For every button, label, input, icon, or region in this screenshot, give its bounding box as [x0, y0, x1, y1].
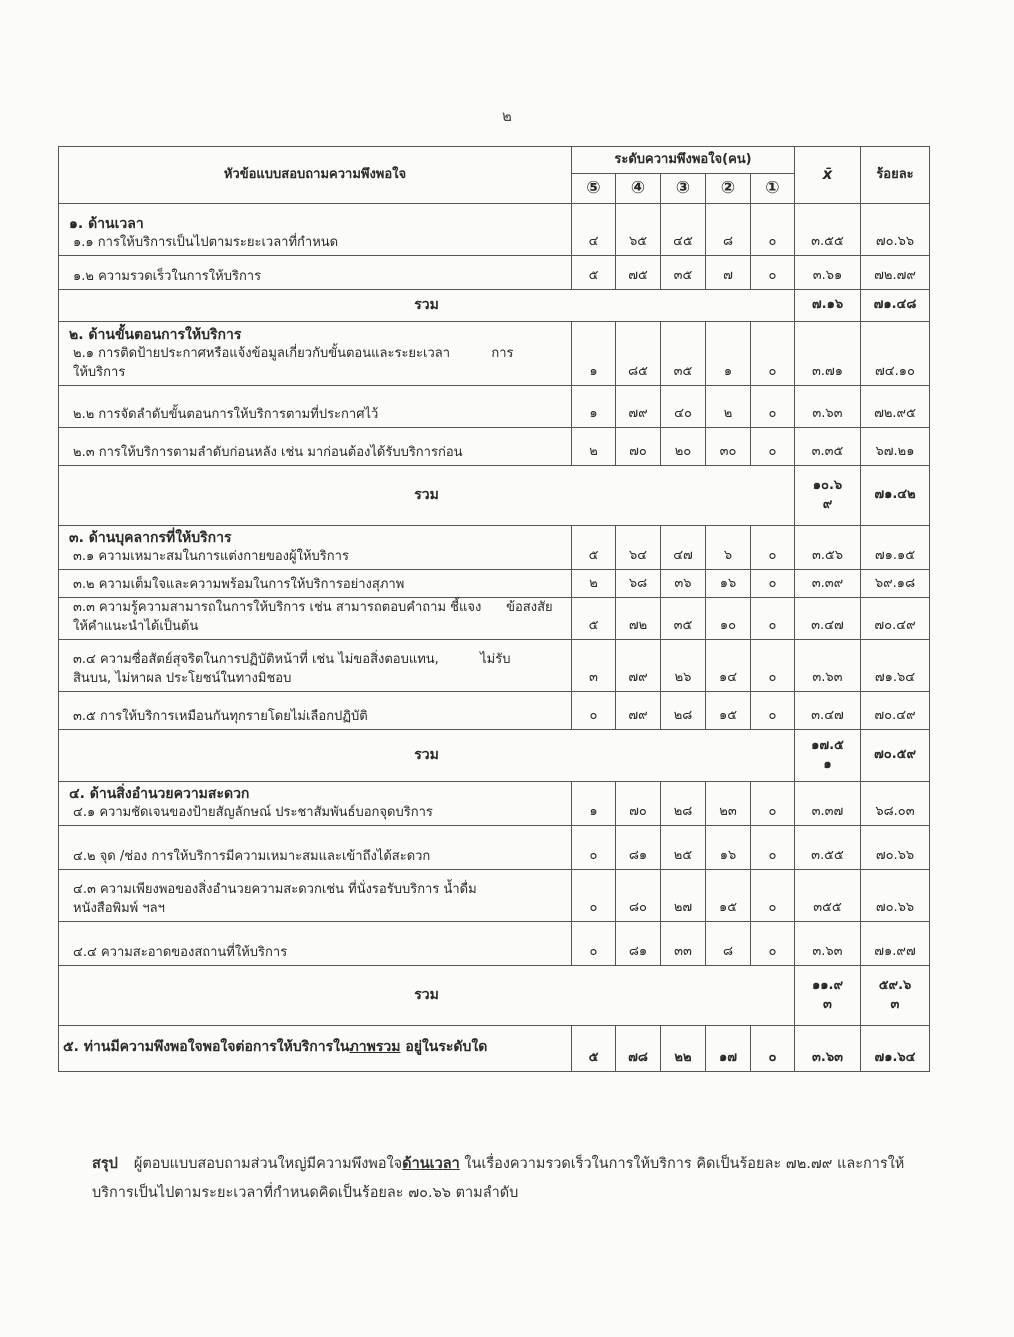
- table-row: [59, 692, 930, 730]
- count-level-4: ๗๐: [616, 782, 661, 826]
- count-level-2: ๑๐: [706, 598, 751, 640]
- level-5-header: ⑤: [572, 174, 616, 204]
- percent-value: ๖๘.๐๓: [861, 782, 930, 826]
- item-label: ๓.๓ ความรู้ความสามารถในการให้บริการ เช่น สามารถตอบคำถาม ชี้แจง ข้อสงสัย: [73, 600, 553, 616]
- item-label: ๑.๒ ความรวดเร็วในการให้บริการ: [73, 269, 262, 285]
- overall-label-emphasis: ภาพรวม: [349, 1039, 401, 1056]
- total-label: รวม: [59, 966, 795, 1026]
- count-level-2: ๖: [706, 526, 751, 570]
- item-label: ๔.๒ จุด /ช่อง การให้บริการมีความเหมาะสมและเข้าถึงได้สะดวก: [73, 849, 431, 865]
- item-label-cont: ให้คำแนะนำได้เป็นต้น: [73, 619, 199, 635]
- count-level-4: ๘๐: [616, 870, 661, 922]
- percent-value: ๗๑.๑๕: [861, 526, 930, 570]
- count-level-2: ๑๕: [706, 692, 751, 730]
- overall-percent: ๗๑.๖๔: [861, 1026, 930, 1072]
- section-total-row: [59, 466, 930, 526]
- table-row: [59, 870, 930, 922]
- table-row: [59, 322, 930, 386]
- count-level-4: ๘๑: [616, 922, 661, 966]
- count-level-3: ๒๕: [661, 826, 706, 870]
- count-level-3: ๔๕: [661, 204, 706, 256]
- count-level-3: ๒๖: [661, 640, 706, 692]
- total-mean-line-1: ๗.๑๖: [811, 297, 844, 313]
- count-level-2: ๑๖: [706, 570, 751, 598]
- total-percent: [861, 466, 930, 526]
- count-level-5: ๐: [572, 870, 616, 922]
- percent-value: ๖๗.๒๑: [861, 428, 930, 466]
- total-mean: [795, 466, 861, 526]
- count-level-2: ๑: [706, 322, 751, 386]
- item-label: ๔.๔ ความสะอาดของสถานที่ให้บริการ: [73, 945, 288, 961]
- count-level-5: ๑: [572, 322, 616, 386]
- overall-row: [59, 1026, 930, 1072]
- count-level-4: ๘๑: [616, 826, 661, 870]
- count-level-1: ๐: [751, 256, 795, 290]
- count-level-4: ๗๙: [616, 386, 661, 428]
- table-row: [59, 526, 930, 570]
- summary-label: สรุป: [92, 1156, 118, 1172]
- count-level-5: ๕: [572, 526, 616, 570]
- count-level-2: ๒๓: [706, 782, 751, 826]
- percent-value: ๗๐.๖๖: [861, 870, 930, 922]
- item-label: ๔.๑ ความชัดเจนของป้ายสัญลักษณ์ ประชาสัมพันธ์บอกจุดบริการ: [73, 805, 433, 821]
- section-title: ๒. ด้านขั้นตอนการให้บริการ: [69, 327, 242, 344]
- count-level-5: ๒: [572, 570, 616, 598]
- section-total-row: [59, 290, 930, 322]
- item-label-cell: [59, 870, 572, 922]
- item-label: ๓.๕ การให้บริการเหมือนกันทุกรายโดยไม่เลือกปฏิบัติ: [73, 709, 368, 725]
- overall-label-suffix: อยู่ในระดับใด: [400, 1039, 488, 1056]
- count-level-5: ๔: [572, 204, 616, 256]
- overall-mean: ๓.๖๓: [795, 1026, 861, 1072]
- overall-count-level-1: ๐: [751, 1026, 795, 1072]
- percent-header: ร้อยละ: [861, 147, 930, 204]
- total-mean-line-1: ๑๐.๖: [812, 477, 843, 493]
- count-level-1: ๐: [751, 570, 795, 598]
- item-label-cell: [59, 256, 572, 290]
- section-title: ๔. ด้านสิ่งอำนวยความสะดวก: [69, 785, 250, 802]
- count-level-4: ๗๙: [616, 640, 661, 692]
- item-label-cell: [59, 782, 572, 826]
- summary-text-2: ในเรื่องความรวดเร็วในการให้บริการ คิดเป็นร้อยละ ๗๒.๗๙ และการให้บริการเป็นไปตามระยะเวลาที่กำหนดคิดเป็นร้อยละ ๗๐.๖๖ ตามลำดับ: [92, 1156, 905, 1201]
- table-row: [59, 386, 930, 428]
- section-title: ๑. ด้านเวลา: [69, 215, 144, 232]
- count-level-4: ๖๘: [616, 570, 661, 598]
- item-label-cell: [59, 428, 572, 466]
- count-level-5: ๐: [572, 692, 616, 730]
- count-level-1: ๐: [751, 922, 795, 966]
- total-mean: [795, 966, 861, 1026]
- total-percent-line-1: ๗๑.๔๘: [873, 297, 917, 313]
- item-label: ๔.๓ ความเพียงพอของสิ่งอำนวยความสะดวกเช่น ที่นั่งรอรับบริการ น้ำดื่ม: [73, 882, 477, 898]
- percent-value: ๗๔.๑๐: [861, 322, 930, 386]
- mean-value: ๓.๕๕: [795, 826, 861, 870]
- table-row: [59, 428, 930, 466]
- overall-label-cell: [59, 1026, 572, 1072]
- mean-value: ๓.๖๓: [795, 640, 861, 692]
- level-2-header: ②: [706, 174, 751, 204]
- count-level-3: ๒๘: [661, 782, 706, 826]
- count-level-1: ๐: [751, 692, 795, 730]
- table-row: [59, 826, 930, 870]
- count-level-4: ๘๕: [616, 322, 661, 386]
- mean-value: ๓.๔๗: [795, 692, 861, 730]
- count-level-2: ๘: [706, 204, 751, 256]
- percent-value: ๗๐.๖๖: [861, 826, 930, 870]
- section-total-row: [59, 966, 930, 1026]
- item-label-cont: สินบน, ไม่หาผล ประโยชน์ในทางมิชอบ: [73, 671, 292, 687]
- total-percent-line-1: ๗๑.๔๒: [874, 487, 916, 503]
- table-row: [59, 204, 930, 256]
- summary-text-1: ผู้ตอบแบบสอบถามส่วนใหญ่มีความพึงพอใจ: [133, 1156, 403, 1172]
- overall-count-level-2: ๑๗: [706, 1026, 751, 1072]
- count-level-3: ๒๐: [661, 428, 706, 466]
- total-percent: [861, 290, 930, 322]
- count-level-2: ๓๐: [706, 428, 751, 466]
- table-header: [59, 147, 930, 204]
- count-level-3: ๓๕: [661, 598, 706, 640]
- item-label: ๒.๓ การให้บริการตามลำดับก่อนหลัง เช่น มาก่อนต้องได้รับบริการก่อน: [73, 445, 463, 461]
- mean-value: ๓.๖๑: [795, 256, 861, 290]
- item-label-cell: [59, 386, 572, 428]
- total-mean-line-2: ๑: [823, 756, 832, 772]
- total-percent-line-2: ๓: [890, 996, 900, 1012]
- mean-value: ๓.๓๕: [795, 428, 861, 466]
- total-mean-line-1: ๑๗.๕: [811, 737, 844, 753]
- count-level-1: ๐: [751, 826, 795, 870]
- table-row: [59, 782, 930, 826]
- item-label-cell: [59, 922, 572, 966]
- total-label: รวม: [59, 466, 795, 526]
- table-row: [59, 922, 930, 966]
- percent-value: ๗๑.๙๗: [861, 922, 930, 966]
- table-row: [59, 598, 930, 640]
- count-level-4: ๖๕: [616, 204, 661, 256]
- item-label: ๓.๑ ความเหมาะสมในการแต่งกายของผู้ให้บริการ: [73, 549, 349, 565]
- count-level-4: ๗๕: [616, 256, 661, 290]
- total-percent-line-1: ๕๙.๖: [878, 977, 912, 993]
- count-level-2: ๑๖: [706, 826, 751, 870]
- percent-value: ๗๒.๙๕: [861, 386, 930, 428]
- total-percent: [861, 966, 930, 1026]
- percent-value: ๗๐.๔๙: [861, 598, 930, 640]
- section-total-row: [59, 730, 930, 782]
- count-level-5: ๑: [572, 386, 616, 428]
- count-level-1: ๐: [751, 526, 795, 570]
- overall-count-level-4: ๗๘: [616, 1026, 661, 1072]
- total-mean-line-2: ๙: [822, 496, 833, 512]
- item-label-cell: [59, 204, 572, 256]
- summary-highlight: ด้านเวลา: [402, 1156, 460, 1172]
- item-label-cell: [59, 826, 572, 870]
- total-percent-line-2: ๗๐.๕๙: [873, 747, 916, 763]
- total-mean: [795, 730, 861, 782]
- satisfaction-table: [58, 146, 930, 1072]
- count-level-2: ๑๕: [706, 870, 751, 922]
- level-group-header: ระดับความพึงพอใจ(คน): [572, 147, 795, 174]
- count-level-1: ๐: [751, 640, 795, 692]
- item-label-cont: หนังสือพิมพ์ ฯลฯ: [73, 901, 165, 917]
- overall-count-level-5: ๕: [572, 1026, 616, 1072]
- page-number: ๒: [502, 107, 512, 125]
- mean-value: ๓.๖๓: [795, 386, 861, 428]
- count-level-5: ๓: [572, 640, 616, 692]
- section-title: ๓. ด้านบุคลากรที่ให้บริการ: [69, 529, 232, 546]
- percent-value: ๗๐.๔๙: [861, 692, 930, 730]
- mean-value: ๓๕๕: [795, 870, 861, 922]
- count-level-3: ๔๐: [661, 386, 706, 428]
- summary-note: [92, 1150, 922, 1208]
- mean-value: ๓.๗๑: [795, 322, 861, 386]
- item-label-cell: [59, 598, 572, 640]
- item-label: ๑.๑ การให้บริการเป็นไปตามระยะเวลาที่กำหนด: [73, 235, 339, 251]
- count-level-3: ๒๘: [661, 692, 706, 730]
- total-mean-line-1: ๑๑.๙: [812, 977, 843, 993]
- count-level-2: ๑๔: [706, 640, 751, 692]
- count-level-1: ๐: [751, 204, 795, 256]
- item-label-cell: [59, 526, 572, 570]
- item-label-cell: [59, 640, 572, 692]
- count-level-1: ๐: [751, 322, 795, 386]
- topic-header: หัวข้อแบบสอบถามความพึงพอใจ: [59, 147, 572, 204]
- mean-value: ๓.๔๗: [795, 598, 861, 640]
- item-label: ๓.๔ ความซื่อสัตย์สุจริตในการปฏิบัติหน้าที่ เช่น ไม่ขอสิ่งตอบแทน, ไม่รับ: [73, 652, 511, 668]
- count-level-5: ๒: [572, 428, 616, 466]
- mean-value: ๓.๓๙: [795, 570, 861, 598]
- item-label: ๒.๑ การติดป้ายประกาศหรือแจ้งข้อมูลเกี่ยวกับขั้นตอนและระยะเวลา การ: [73, 346, 514, 362]
- total-label: รวม: [59, 730, 795, 782]
- item-label: ๒.๒ การจัดลำดับขั้นตอนการให้บริการตามที่ประกาศไว้: [73, 407, 379, 423]
- item-label-cell: [59, 570, 572, 598]
- item-label-cell: [59, 322, 572, 386]
- count-level-3: ๒๗: [661, 870, 706, 922]
- total-mean-line-2: ๓: [823, 996, 832, 1012]
- count-level-1: ๐: [751, 428, 795, 466]
- table-row: [59, 256, 930, 290]
- count-level-4: ๗๒: [616, 598, 661, 640]
- mean-value: ๓.๖๓: [795, 922, 861, 966]
- count-level-1: ๐: [751, 598, 795, 640]
- count-level-2: ๘: [706, 922, 751, 966]
- count-level-5: ๑: [572, 782, 616, 826]
- count-level-2: ๗: [706, 256, 751, 290]
- total-label: รวม: [59, 290, 795, 322]
- count-level-4: ๗๙: [616, 692, 661, 730]
- mean-value: ๓.๓๗: [795, 782, 861, 826]
- count-level-1: ๐: [751, 386, 795, 428]
- percent-value: ๗๒.๗๙: [861, 256, 930, 290]
- mean-value: ๓.๕๖: [795, 526, 861, 570]
- table-row: [59, 640, 930, 692]
- count-level-3: ๓๖: [661, 570, 706, 598]
- percent-value: ๗๑.๖๔: [861, 640, 930, 692]
- count-level-3: ๓๕: [661, 322, 706, 386]
- count-level-5: ๕: [572, 256, 616, 290]
- count-level-4: ๗๐: [616, 428, 661, 466]
- count-level-3: ๔๗: [661, 526, 706, 570]
- count-level-1: ๐: [751, 870, 795, 922]
- level-1-header: ①: [751, 174, 795, 204]
- count-level-5: ๐: [572, 826, 616, 870]
- count-level-2: ๒: [706, 386, 751, 428]
- overall-label-prefix: ๕. ท่านมีความพึงพอใจพอใจต่อการให้บริการใน: [63, 1039, 350, 1056]
- count-level-5: ๐: [572, 922, 616, 966]
- percent-value: ๗๐.๖๖: [861, 204, 930, 256]
- item-label-cell: [59, 692, 572, 730]
- count-level-3: ๓๓: [661, 922, 706, 966]
- count-level-3: ๓๕: [661, 256, 706, 290]
- mean-header: x̄: [795, 147, 861, 204]
- percent-value: ๖๙.๑๘: [861, 570, 930, 598]
- total-percent: [861, 730, 930, 782]
- item-label: ๓.๒ ความเต็มใจและความพร้อมในการให้บริการอย่างสุภาพ: [73, 577, 405, 593]
- mean-value: ๓.๕๕: [795, 204, 861, 256]
- count-level-4: ๖๔: [616, 526, 661, 570]
- count-level-1: ๐: [751, 782, 795, 826]
- level-3-header: ③: [661, 174, 706, 204]
- overall-count-level-3: ๒๒: [661, 1026, 706, 1072]
- level-4-header: ④: [616, 174, 661, 204]
- table-row: [59, 570, 930, 598]
- count-level-5: ๕: [572, 598, 616, 640]
- total-mean: [795, 290, 861, 322]
- item-label-cont: ให้บริการ: [73, 365, 126, 381]
